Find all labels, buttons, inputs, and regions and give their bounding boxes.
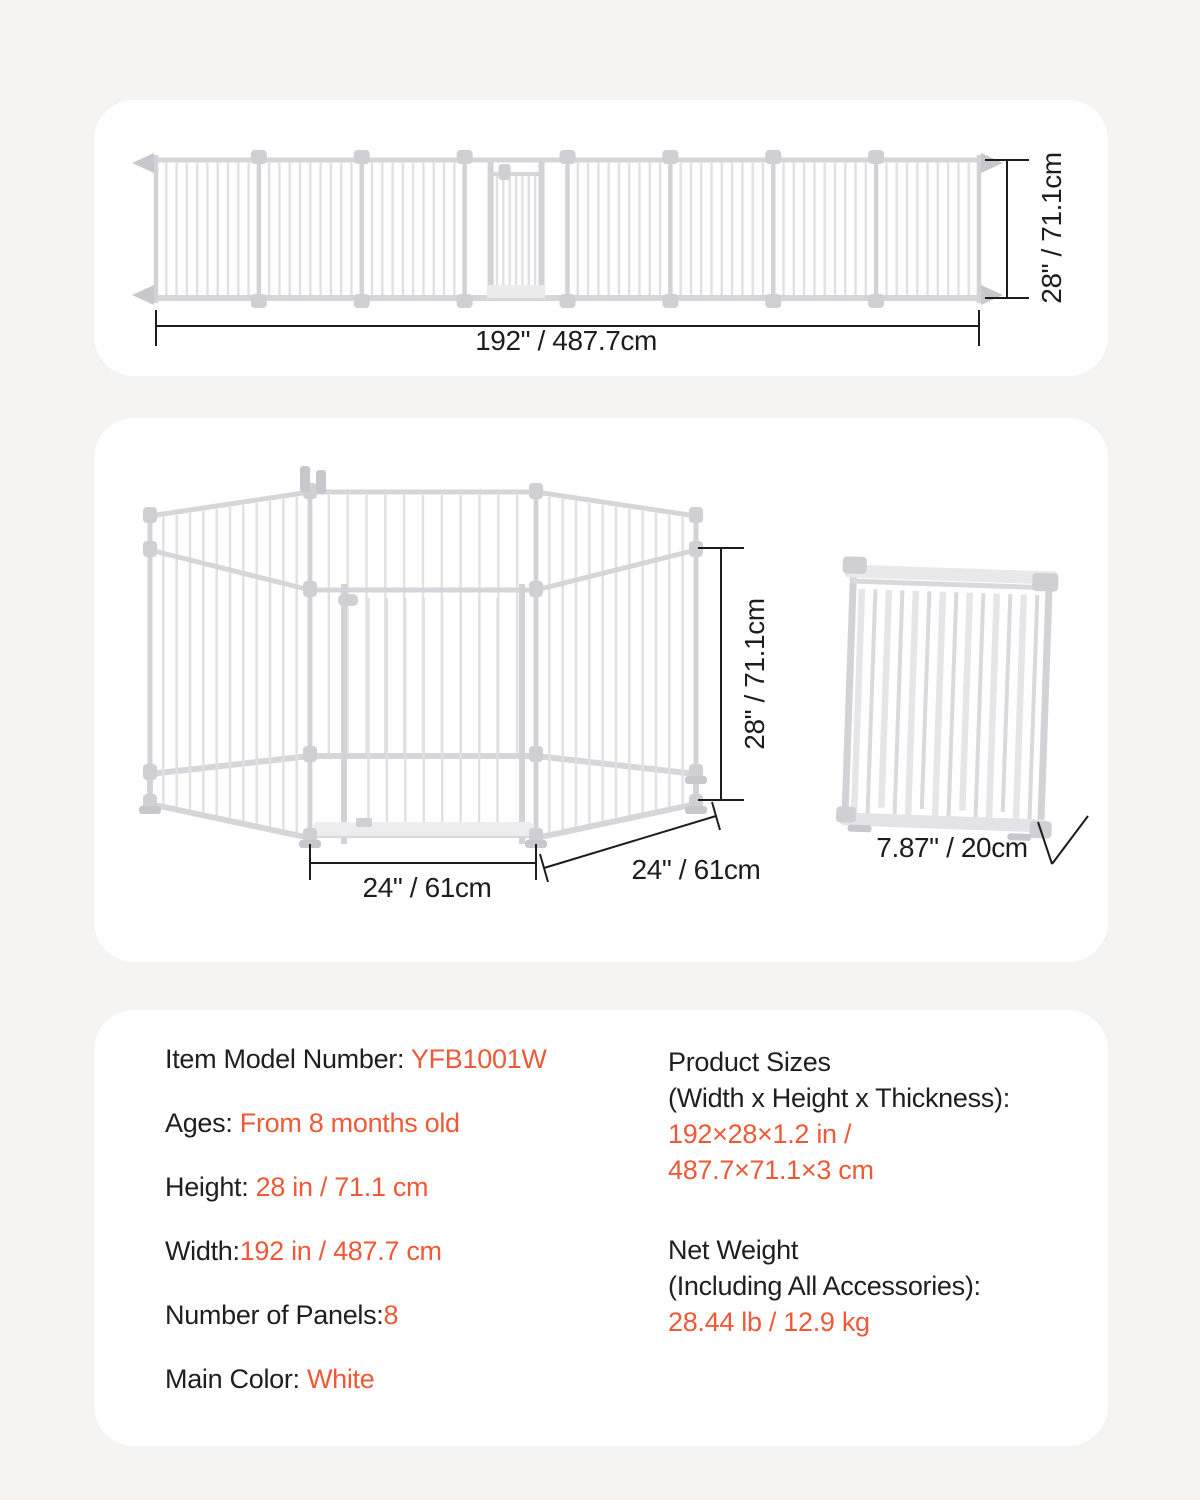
spec-block-net-weight	[668, 1232, 1010, 1340]
spec-value: White	[306, 1364, 375, 1394]
spec-row-width	[165, 1236, 547, 1266]
spec-value: From 8 months old	[239, 1108, 460, 1138]
spec-row-color	[165, 1364, 547, 1394]
playpen-illustration	[94, 418, 1108, 962]
spec-label: Width:	[165, 1236, 240, 1266]
folded-depth-dimension-label: 7.87" / 20cm	[876, 832, 1028, 863]
playpen-side-width-dimension-label: 24" / 61cm	[631, 854, 761, 885]
spec-label: Height:	[165, 1172, 256, 1202]
fence-dimension-card	[94, 100, 1108, 376]
spec-block-title: Net Weight	[668, 1235, 799, 1265]
spec-block-value: 487.7×71.1×3 cm	[668, 1155, 874, 1185]
spec-block-title: (Including All Accessories):	[668, 1271, 981, 1301]
spec-label: Item Model Number:	[165, 1044, 411, 1074]
spec-label: Number of Panels:	[165, 1300, 384, 1330]
spec-value: 8	[383, 1300, 399, 1330]
specs-left-column	[165, 1044, 547, 1394]
playpen-front-width-dimension-label: 24" / 61cm	[362, 872, 492, 903]
playpen-height-dimension-label: 28" / 71.1cm	[739, 598, 770, 750]
specs-right-column	[668, 1044, 1010, 1340]
spec-value: 28 in / 71.1 cm	[255, 1172, 429, 1202]
spec-block-value: 28.44 lb / 12.9 kg	[668, 1307, 870, 1337]
spec-block-product-sizes	[668, 1044, 1010, 1188]
spec-row-height	[165, 1172, 547, 1202]
spec-row-model	[165, 1044, 547, 1074]
spec-value: YFB1001W	[410, 1044, 547, 1074]
fence-width-dimension-label: 192" / 487.7cm	[475, 325, 657, 356]
spec-block-value: 192×28×1.2 in /	[668, 1119, 852, 1149]
spec-row-ages	[165, 1108, 547, 1138]
spec-label: Main Color:	[165, 1364, 307, 1394]
fence-height-dimension-label: 28" / 71.1cm	[1036, 152, 1067, 304]
specs-card	[94, 1010, 1108, 1446]
spec-block-title: (Width x Height x Thickness):	[668, 1083, 1010, 1113]
spec-label: Ages:	[165, 1108, 240, 1138]
spec-row-panels	[165, 1300, 547, 1330]
spec-block-title: Product Sizes	[668, 1047, 831, 1077]
playpen-dimension-card	[94, 418, 1108, 962]
spec-value: 192 in / 487.7 cm	[239, 1236, 442, 1266]
